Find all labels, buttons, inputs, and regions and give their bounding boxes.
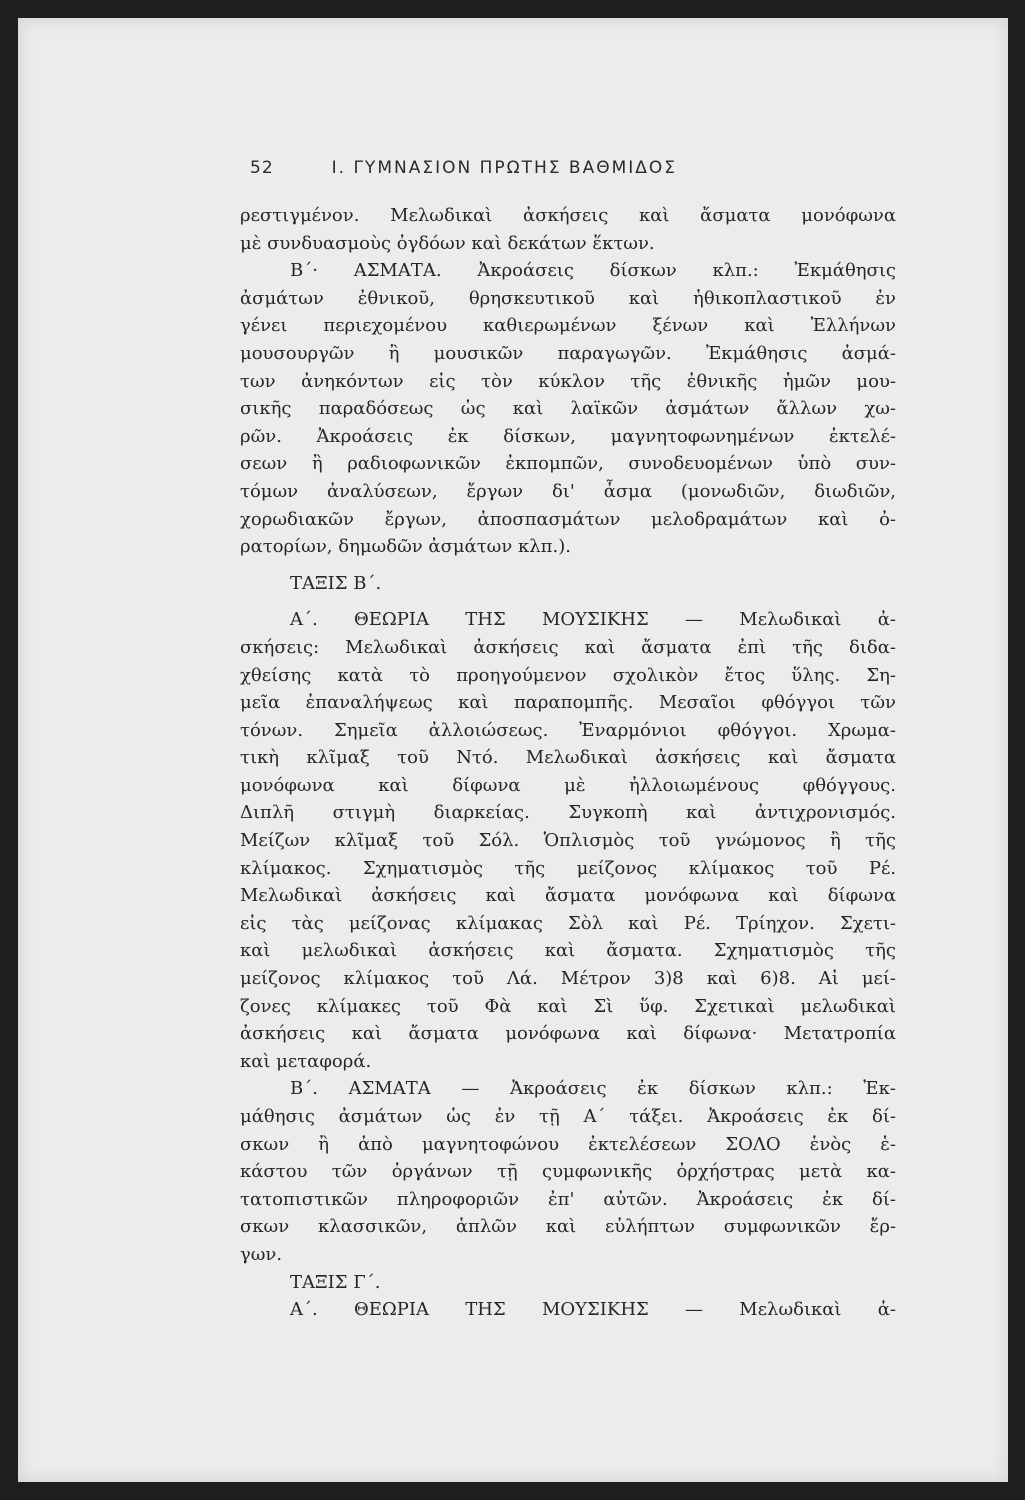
text-line: ἀσμάτων ἐθνικοῦ, θρησκευτικοῦ καὶ ἠθικοπλαστικοῦ ἐν: [240, 287, 896, 309]
text-line: Α΄. ΘΕΩΡΙΑ ΤΗΣ ΜΟΥΣΙΚΗΣ — Μελωδικαὶ ἀ-: [290, 609, 896, 631]
text-line: Μείζων κλῖμαξ τοῦ Σόλ. Ὁπλισμὸς τοῦ γνώμονος ἢ τῆς: [240, 830, 896, 852]
text-line: χορωδιακῶν ἔργων, ἀποσπασμάτων μελοδραμάτων καὶ ὀ-: [240, 508, 896, 530]
text-line: τικὴ κλῖμαξ τοῦ Ντό. Μελωδικαὶ ἀσκήσεις καὶ ἄσματα: [240, 747, 896, 769]
text-line: σκων κλασσικῶν, ἁπλῶν καὶ εὐλήπτων συμφωνικῶν ἔρ-: [240, 1216, 896, 1238]
running-header: [250, 158, 810, 178]
text-line: των ἀνηκόντων εἰς τὸν κύκλον τῆς ἐθνικῆς ἡμῶν μου-: [240, 370, 896, 392]
text-line: ΤΑΞΙΣ Γ΄.: [290, 1271, 381, 1293]
text-line: ρατορίων, δημωδῶν ἀσμάτων κλπ.).: [240, 536, 571, 558]
text-line: μονόφωνα καὶ δίφωνα μὲ ἠλλοιωμένους φθόγγους.: [240, 774, 896, 796]
text-line: ρῶν. Ἀκροάσεις ἐκ δίσκων, μαγνητοφωνημένων ἐκτελέ-: [240, 425, 896, 447]
text-line: μεῖα ἐπαναλήψεως καὶ παραπομπῆς. Μεσαῖοι φθόγγοι τῶν: [240, 692, 896, 714]
text-line: καὶ μελωδικαὶ ἀσκήσεις καὶ ἄσματα. Σχηματισμὸς τῆς: [240, 940, 896, 962]
text-line: ΤΑΞΙΣ Β΄.: [290, 572, 382, 594]
text-line: μείζονος κλίμακος τοῦ Λά. Μέτρον 3)8 καὶ 6)8. Αἱ μεί-: [240, 968, 896, 990]
text-line: γων.: [240, 1243, 283, 1265]
text-line: Μελωδικαὶ ἀσκήσεις καὶ ἄσματα μονόφωνα καὶ δίφωνα: [240, 885, 896, 907]
running-title: Ι. ΓΥΜΝΑΣΙΟΝ ΠΡΩΤΗΣ ΒΑΘΜΙΔΟΣ: [331, 158, 678, 178]
text-line: χθείσης κατὰ τὸ προηγούμενον σχολικὸν ἔτος ὕλης. Ση-: [240, 664, 896, 686]
text-line: σεων ἢ ραδιοφωνικῶν ἐκπομπῶν, συνοδευομένων ὑπὸ συν-: [240, 453, 896, 475]
text-line: Β΄. ΑΣΜΑΤΑ — Ἀκροάσεις ἐκ δίσκων κλπ.: Ἐκ-: [290, 1078, 896, 1100]
text-line: τόνων. Σημεῖα ἀλλοιώσεως. Ἐναρμόνιοι φθόγγοι. Χρωμα-: [240, 719, 896, 741]
text-line: Α΄. ΘΕΩΡΙΑ ΤΗΣ ΜΟΥΣΙΚΗΣ — Μελωδικαὶ ἀ-: [290, 1299, 896, 1321]
text-line: μὲ συνδυασμοὺς ὀγδόων καὶ δεκάτων ἕκτων.: [240, 232, 655, 254]
text-line: Διπλῆ στιγμὴ διαρκείας. Συγκοπὴ καὶ ἀντιχρονισμός.: [240, 802, 896, 824]
book-page: [18, 18, 1008, 1482]
text-line: τατοπιστικῶν πληροφοριῶν ἐπ' αὐτῶν. Ἀκροάσεις ἐκ δί-: [240, 1188, 896, 1210]
text-line: ἀσκήσεις καὶ ἄσματα μονόφωνα καὶ δίφωνα· Μετατροπία: [240, 1023, 896, 1045]
text-line: σκήσεις: Μελωδικαὶ ἀσκήσεις καὶ ἄσματα ἐπὶ τῆς διδα-: [240, 636, 896, 658]
text-line: γένει περιεχομένου καθιερωμένων ξένων καὶ Ἑλλήνων: [240, 315, 896, 337]
text-line: Β΄· ΑΣΜΑΤΑ. Ἀκροάσεις δίσκων κλπ.: Ἐκμάθησις: [290, 260, 896, 282]
text-line: εἰς τὰς μείζονας κλίμακας Σὸλ καὶ Ρέ. Τρίηχον. Σχετι-: [240, 912, 896, 934]
text-line: τόμων ἀναλύσεων, ἔργων δι' ἆσμα (μονωδιῶν, διωδιῶν,: [240, 480, 896, 502]
text-line: κάστου τῶν ὀργάνων τῇ ςυμφωνικῆς ὀρχήστρας μετὰ κα-: [240, 1161, 896, 1183]
page-number: 52: [250, 158, 274, 178]
text-line: μάθησις ἀσμάτων ὡς ἐν τῇ Α΄ τάξει. Ἀκροάσεις ἐκ δί-: [240, 1106, 896, 1127]
text-line: ρεστιγμένον. Μελωδικαὶ ἀσκήσεις καὶ ἄσματα μονόφωνα: [240, 205, 896, 226]
body-text: [240, 202, 896, 1324]
text-line: σκων ἢ ἀπὸ μαγνητοφώνου ἐκτελέσεων ΣΟΛΟ ἑνὸς ἑ-: [240, 1133, 896, 1155]
text-line: ζονες κλίμακες τοῦ Φὰ καὶ Σὶ ὕφ. Σχετικαὶ μελωδικαὶ: [240, 995, 896, 1017]
text-line: μουσουργῶν ἢ μουσικῶν παραγωγῶν. Ἐκμάθησις ἀσμά-: [240, 342, 896, 364]
text-line: καὶ μεταφορά.: [240, 1050, 372, 1072]
text-line: σικῆς παραδόσεως ὡς καὶ λαϊκῶν ἀσμάτων ἄλλων χω-: [240, 398, 896, 420]
text-line: κλίμακος. Σχηματισμὸς τῆς μείζονος κλίμακος τοῦ Ρέ.: [240, 857, 896, 879]
